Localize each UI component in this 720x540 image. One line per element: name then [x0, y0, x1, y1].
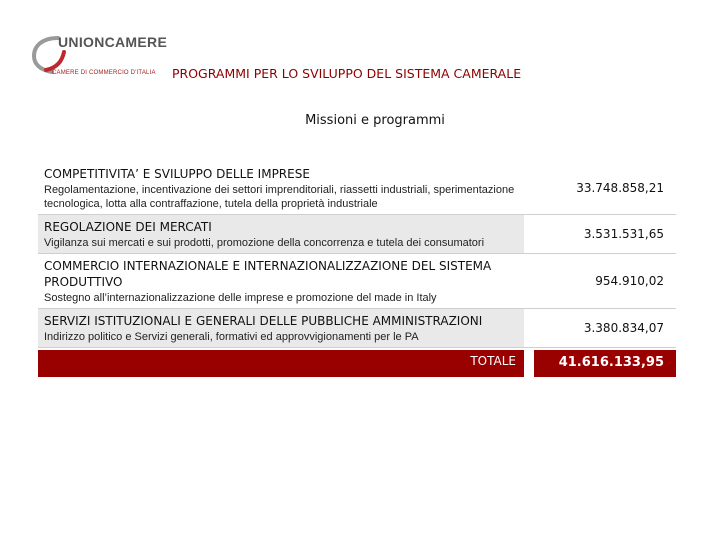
table-row	[38, 309, 676, 348]
row-description-cell	[38, 162, 524, 214]
page-title: PROGRAMMI PER LO SVILUPPO DEL SISTEMA CAMERALE	[172, 66, 522, 81]
row-description-cell	[38, 215, 524, 253]
programs-table	[38, 162, 676, 377]
row-amount: 3.380.834,07	[583, 321, 664, 335]
row-description: Regolamentazione, incentivazione dei settori imprenditoriali, riassetti industriali, sperimentazione tecnologica, lotta alla contraffazione, tutela della proprietà industriale	[44, 184, 515, 210]
row-amount: 33.748.858,21	[576, 181, 664, 195]
row-title: SERVIZI ISTITUZIONALI E GENERALI DELLE PUBBLICHE AMMINISTRAZIONI	[44, 314, 483, 328]
row-description: Indirizzo politico e Servizi generali, formativi ed approvvigionamenti per le PA	[44, 331, 419, 343]
total-amount: 41.616.133,95	[534, 350, 676, 377]
page-subtitle: Missioni e programmi	[305, 113, 445, 128]
total-divider	[524, 350, 534, 377]
row-amount: 954.910,02	[595, 274, 664, 288]
table-row	[38, 254, 676, 309]
row-description-cell	[38, 254, 524, 308]
row-title: REGOLAZIONE DEI MERCATI	[44, 220, 212, 234]
row-title: COMPETITIVITA’ E SVILUPPO DELLE IMPRESE	[44, 167, 310, 181]
total-label: TOTALE	[38, 350, 524, 377]
row-title: COMMERCIO INTERNAZIONALE E INTERNAZIONALIZZAZIONE DEL SISTEMA PRODUTTIVO	[44, 259, 492, 289]
logo-tagline: CAMERE DI COMMERCIO D'ITALIA	[52, 70, 156, 76]
row-amount: 3.531.531,65	[583, 227, 664, 241]
unioncamere-logo	[28, 30, 168, 82]
logo-name: UNIONCAMERE	[58, 34, 168, 50]
row-description: Vigilanza sui mercati e sui prodotti, promozione della concorrenza e tutela dei consumatori	[44, 237, 485, 249]
table-row	[38, 215, 676, 254]
table-row	[38, 162, 676, 215]
row-description: Sostegno all’internazionalizzazione delle imprese e promozione del made in Italy	[44, 292, 437, 304]
total-row	[38, 350, 676, 377]
row-description-cell	[38, 309, 524, 347]
